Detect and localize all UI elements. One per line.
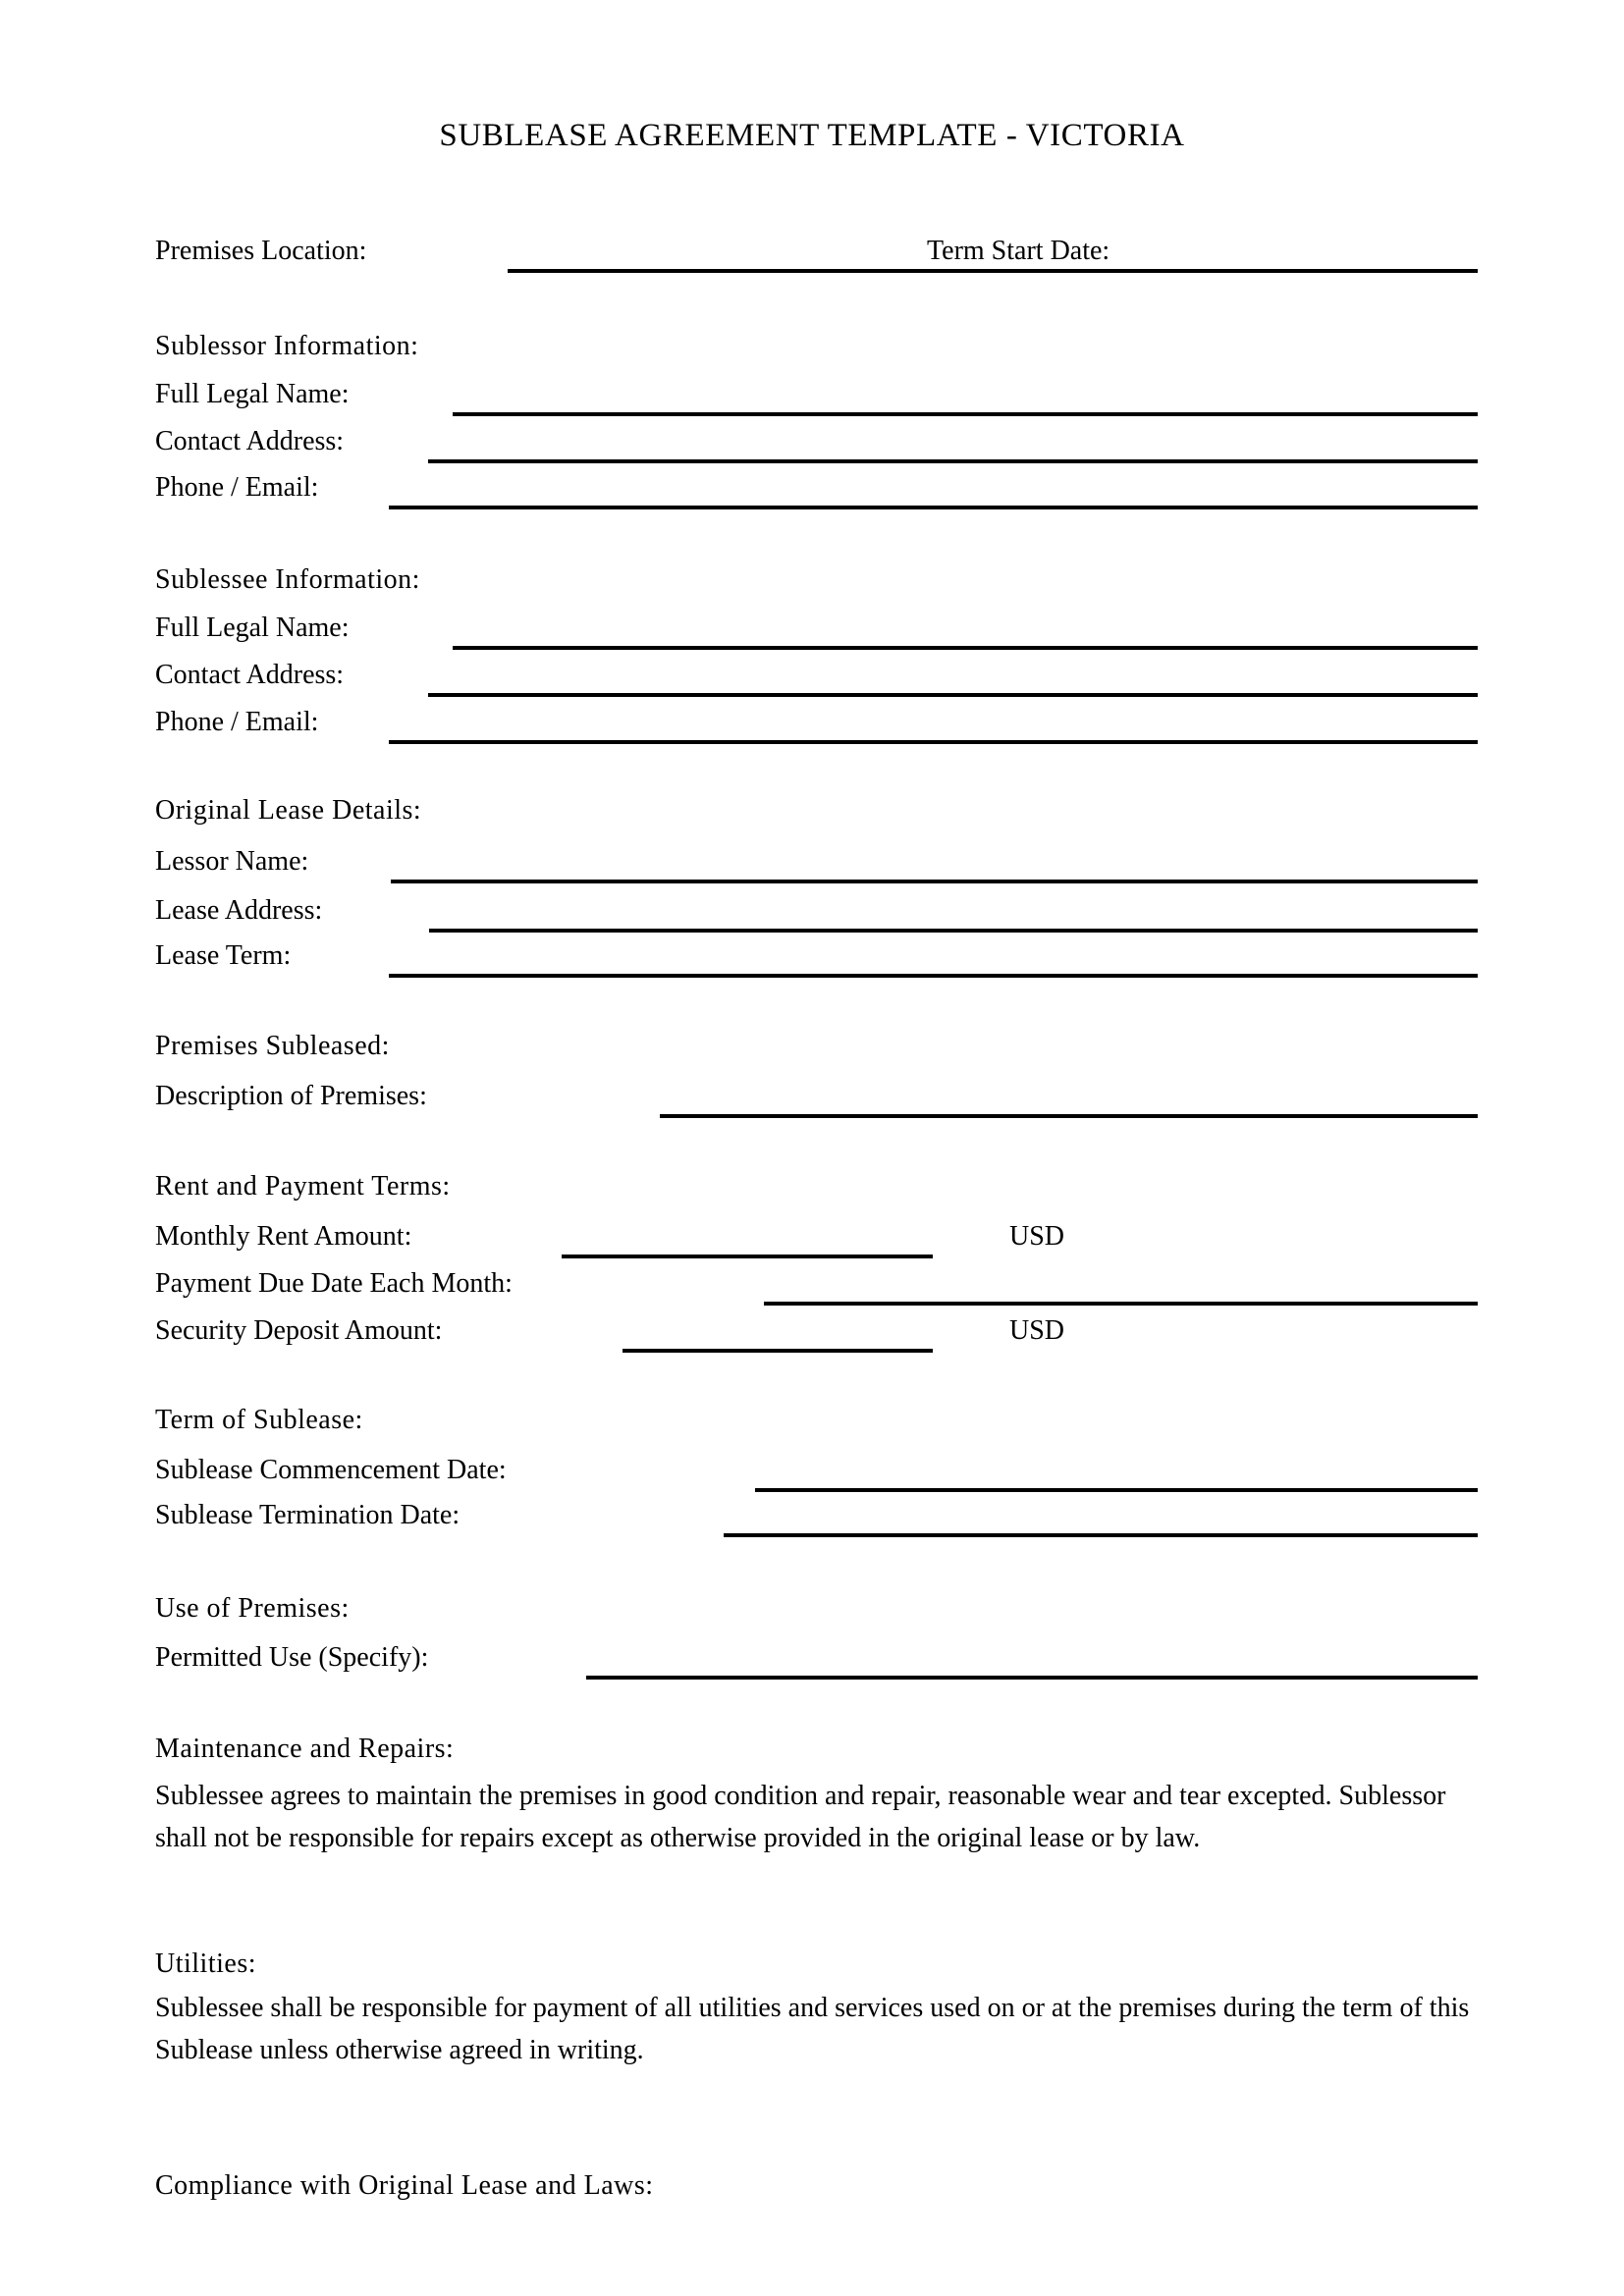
permitted-use-input-line — [586, 1676, 1478, 1680]
monthly-rent-label: Monthly Rent Amount: — [155, 1221, 412, 1252]
monthly-rent-currency-label: USD — [1009, 1221, 1065, 1252]
premises-location-input-line — [508, 269, 1478, 273]
payment-due-date-label: Payment Due Date Each Month: — [155, 1268, 513, 1299]
field-row-sublessee-contact-address — [155, 650, 1478, 697]
maintenance-section-heading: Maintenance and Repairs: — [155, 1734, 455, 1764]
phone-email-input-line — [389, 506, 1478, 509]
field-row-sublessor-full-legal-name — [155, 369, 1478, 416]
field-row-sublessor-contact-address — [155, 416, 1478, 463]
sublessee-section-heading: Sublessee Information: — [155, 564, 420, 595]
field-row-sublessor-phone-email — [155, 462, 1478, 509]
lease-address-label: Lease Address: — [155, 895, 323, 926]
field-row-sublessee-phone-email — [155, 697, 1478, 744]
field-row-monthly-rent — [155, 1211, 1478, 1258]
document-title: SUBLEASE AGREEMENT TEMPLATE - VICTORIA — [439, 118, 1185, 153]
lessor-name-input-line — [391, 880, 1478, 883]
original-lease-section-heading: Original Lease Details: — [155, 795, 422, 826]
rent-section-heading: Rent and Payment Terms: — [155, 1171, 451, 1201]
field-row-security-deposit — [155, 1306, 1478, 1353]
phone-email-label: Phone / Email: — [155, 707, 319, 737]
contact-address-label: Contact Address: — [155, 660, 345, 690]
security-deposit-currency-label: USD — [1009, 1315, 1065, 1346]
phone-email-label: Phone / Email: — [155, 472, 319, 503]
sublessor-section-heading: Sublessor Information: — [155, 331, 419, 361]
field-row-payment-due-date — [155, 1258, 1478, 1306]
field-row-lessor-name — [155, 836, 1478, 883]
use-section-heading: Use of Premises: — [155, 1593, 350, 1624]
sublease-termination-date-label: Sublease Termination Date: — [155, 1500, 460, 1530]
compliance-section-heading: Compliance with Original Lease and Laws: — [155, 2170, 654, 2201]
lessor-name-label: Lessor Name: — [155, 846, 309, 877]
phone-email-input-line — [389, 740, 1478, 744]
permitted-use-label: Permitted Use (Specify): — [155, 1642, 429, 1673]
term-section-heading: Term of Sublease: — [155, 1405, 363, 1435]
contact-address-label: Contact Address: — [155, 426, 345, 456]
field-row-commencement-date — [155, 1445, 1478, 1492]
security-deposit-input-line — [623, 1349, 933, 1353]
term-start-date-label: Term Start Date: — [927, 236, 1110, 266]
field-row-termination-date — [155, 1490, 1478, 1537]
lease-term-input-line — [389, 974, 1478, 978]
field-row-sublessee-full-legal-name — [155, 603, 1478, 650]
full-legal-name-label: Full Legal Name: — [155, 379, 350, 409]
field-row-lease-term — [155, 931, 1478, 978]
utilities-section-heading: Utilities: — [155, 1949, 256, 1979]
lease-term-label: Lease Term: — [155, 940, 292, 971]
description-of-premises-label: Description of Premises: — [155, 1081, 427, 1111]
field-row-lease-address — [155, 885, 1478, 933]
field-row-permitted-use — [155, 1632, 1478, 1680]
field-row-premises-location — [155, 226, 1478, 273]
premises-subleased-section-heading: Premises Subleased: — [155, 1031, 390, 1061]
field-row-description-of-premises — [155, 1071, 1478, 1118]
full-legal-name-label: Full Legal Name: — [155, 613, 350, 643]
premises-location-label: Premises Location: — [155, 236, 367, 266]
maintenance-body-text: Sublessee agrees to maintain the premises in good condition and repair, reasonable wear and tear excepted. Sublessor shall not be responsible for repairs except as otherwise provided in the original lease or by law. — [155, 1781, 1446, 1853]
security-deposit-label: Security Deposit Amount: — [155, 1315, 443, 1346]
sublease-commencement-date-label: Sublease Commencement Date: — [155, 1455, 507, 1485]
description-of-premises-input-line — [660, 1114, 1478, 1118]
sublease-termination-date-input-line — [724, 1533, 1478, 1537]
utilities-body-text: Sublessee shall be responsible for payment of all utilities and services used on or at the premises during the term of this Sublease unless otherwise agreed in writing. — [155, 1993, 1470, 2065]
